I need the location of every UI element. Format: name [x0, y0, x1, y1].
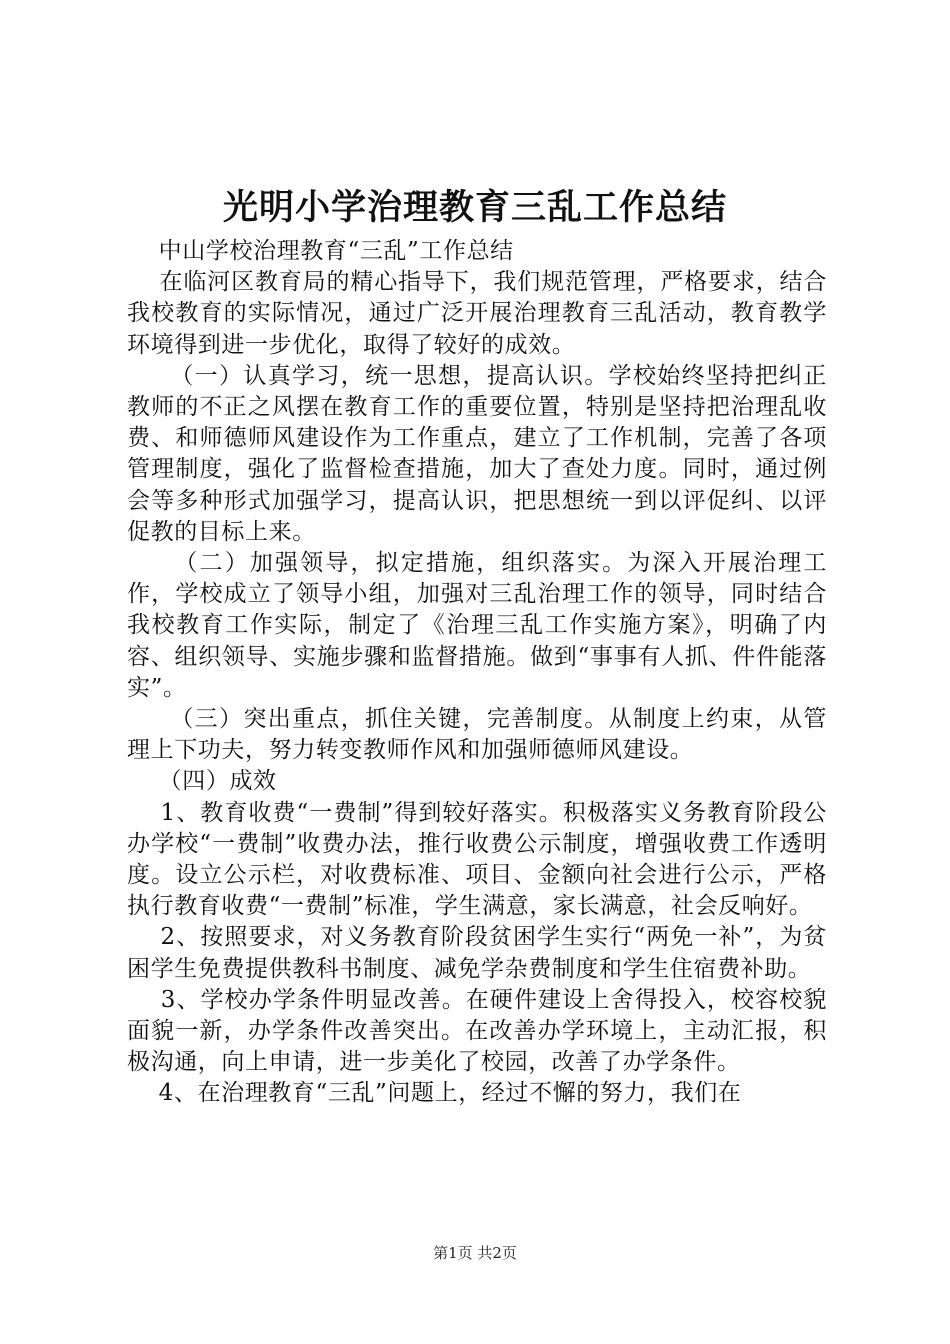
result-item-3: 3、学校办学条件明显改善。在硬件建设上舍得投入，校容校貌面貌一新，办学条件改善突出。在改善办学环境上，主动汇报，积极沟通，向上申请，进一步美化了校园，改善了办学条件。: [127, 986, 827, 1076]
section-three-paragraph: （三）突出重点，抓住关键，完善制度。从制度上约束，从管理上下功夫，努力转变教师作风和加强师德师风建设。: [127, 706, 827, 764]
result-item-4: 4、在治理教育“三乱”问题上，经过不懈的努力，我们在: [127, 1080, 742, 1107]
page-footer: 第1页 共2页: [433, 1244, 517, 1262]
subtitle-paragraph: 中山学校治理教育“三乱”工作总结: [127, 238, 514, 264]
result-item-2: 2、按照要求，对义务教育阶段贫困学生实行“两免一补”，为贫困学生免费提供教科书制度、减免学杂费制度和学生住宿费补助。: [127, 924, 827, 982]
document-body: [127, 236, 827, 1110]
result-item-1: 1、教育收费“一费制”得到较好落实。积极落实义务教育阶段公办学校“一费制”收费办法，推行收费公示制度，增强收费工作透明度。设立公示栏，对收费标准、项目、金额向社会进行公示，严格执行教育收费“一费制”标准，学生满意，家长满意，社会反响好。: [127, 799, 827, 920]
document-title: 光明小学治理教育三乱工作总结: [222, 187, 727, 228]
intro-paragraph: 在临河区教育局的精心指导下，我们规范管理，严格要求，结合我校教育的实际情况，通过广泛开展治理教育三乱活动，教育教学环境得到进一步优化，取得了较好的成效。: [127, 269, 827, 358]
section-one-paragraph: （一）认真学习，统一思想，提高认识。学校始终坚持把纠正教师的不正之风摆在教育工作的重要位置，特别是坚持把治理乱收费、和师德师风建设作为工作重点，建立了工作机制，完善了各项管理制度，强化了监督检查措施，加大了查处力度。同时，通过例会等多种形式加强学习，提高认识，把思想统一到以评促纠、以评促教的目标上来。: [127, 362, 827, 545]
section-two-paragraph: （二）加强领导，拟定措施，组织落实。为深入开展治理工作，学校成立了领导小组，加强对三乱治理工作的领导，同时结合我校教育工作实际，制定了《治理三乱工作实施方案》，明确了内容、组织领导、实施步骤和监督措施。做到“事事有人抓、件件能落实”。: [127, 550, 827, 701]
section-four-heading: （四）成效: [127, 768, 277, 795]
